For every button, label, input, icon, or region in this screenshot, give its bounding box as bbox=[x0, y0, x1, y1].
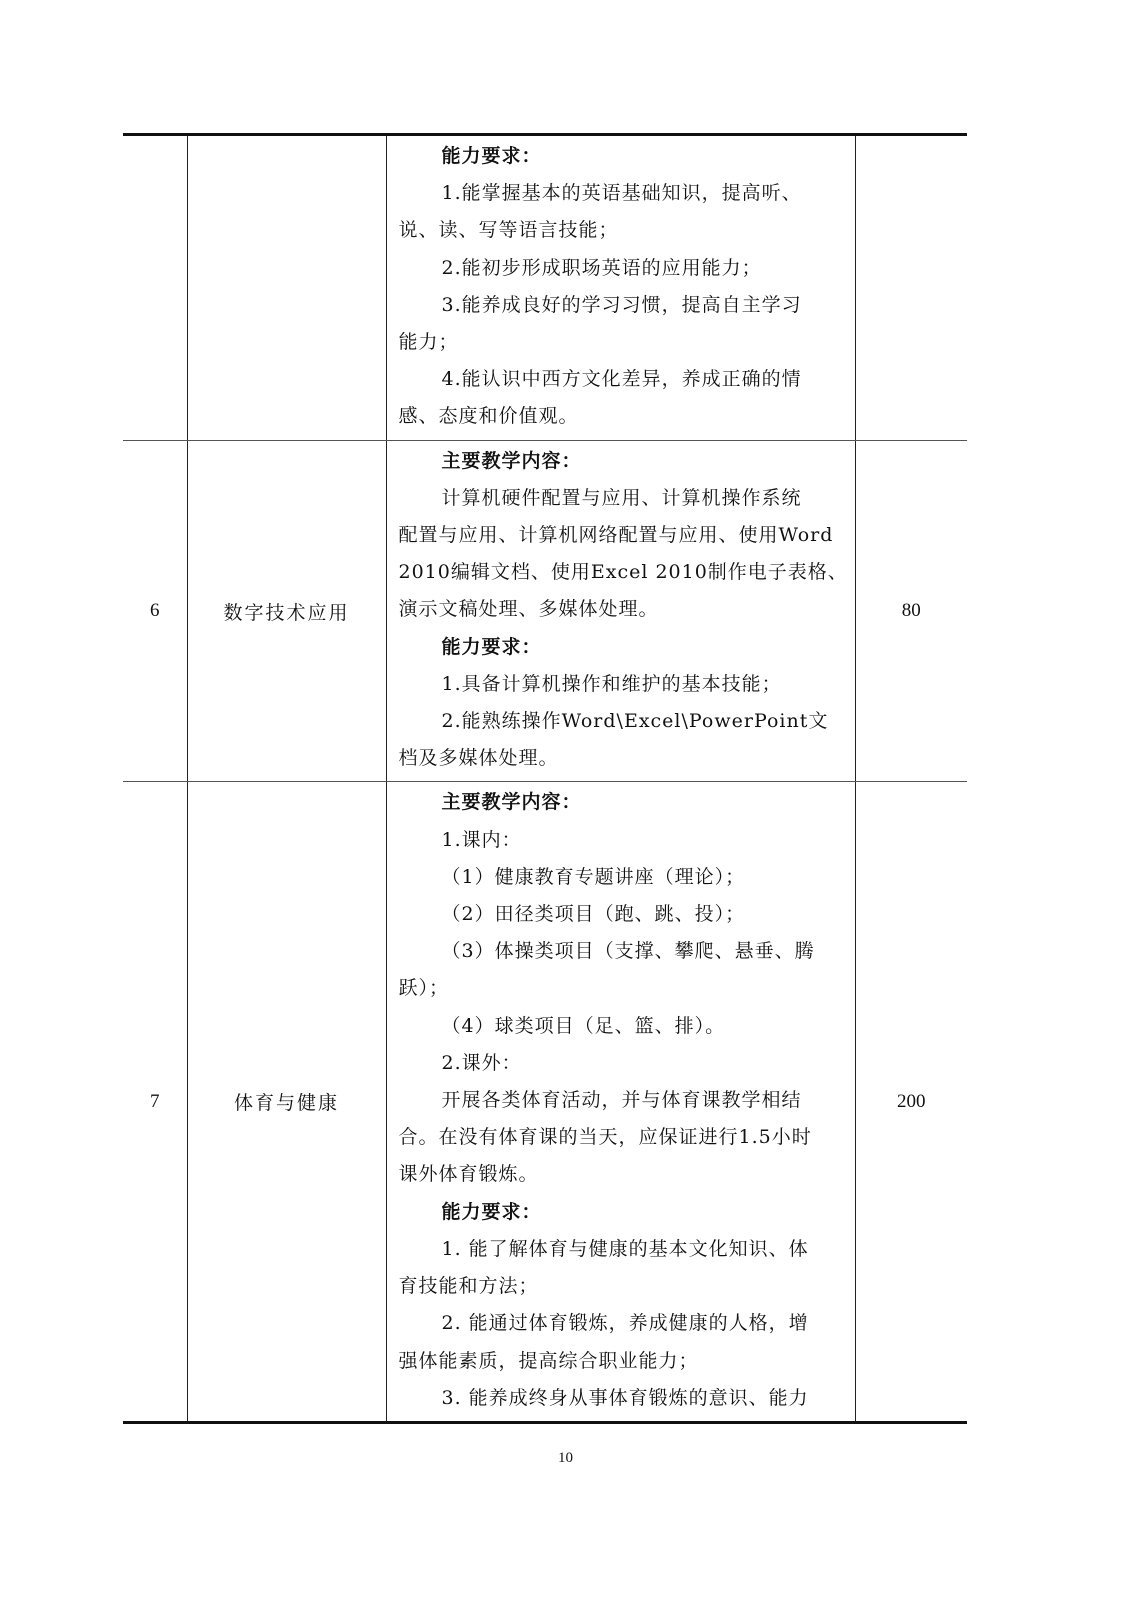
content-line: 跃）； bbox=[398, 977, 450, 1000]
section-heading: 能力要求： bbox=[441, 635, 542, 658]
content-line: 1.课内： bbox=[441, 828, 522, 851]
course-name-cell: 体育与健康 bbox=[187, 782, 386, 1422]
content-line: 4.能认识中西方文化差异，养成正确的情 bbox=[441, 368, 802, 391]
course-name-cell bbox=[187, 135, 386, 441]
content-line: 强体能素质，提高综合职业能力； bbox=[398, 1349, 699, 1372]
content-line: 2.能熟练操作Word\Excel\PowerPoint文 bbox=[441, 710, 829, 733]
content-line: 3. 能养成终身从事体育锻炼的意识、能力 bbox=[441, 1386, 809, 1409]
content-line: 1.能掌握基本的英语基础知识，提高听、 bbox=[441, 182, 802, 205]
content-line: 2. 能通过体育锻炼，养成健康的人格，增 bbox=[441, 1312, 809, 1335]
content-line: 说、读、写等语言技能； bbox=[398, 219, 619, 242]
content-line: 2010编辑文档、使用Excel 2010制作电子表格、 bbox=[398, 561, 848, 584]
content-line: 能力； bbox=[398, 331, 459, 354]
table-row bbox=[123, 440, 967, 782]
table-row bbox=[123, 782, 967, 1422]
course-hours-cell: 80 bbox=[855, 440, 967, 782]
table-row bbox=[123, 135, 967, 441]
content-line: 配置与应用、计算机网络配置与应用、使用Word bbox=[398, 524, 834, 547]
section-heading: 能力要求： bbox=[441, 1200, 542, 1223]
course-number-cell: 6 bbox=[123, 440, 187, 782]
content-line: 感、态度和价值观。 bbox=[398, 405, 579, 428]
content-line: 育技能和方法； bbox=[398, 1275, 539, 1298]
content-line: 1. 能了解体育与健康的基本文化知识、体 bbox=[441, 1237, 809, 1260]
section-heading: 能力要求： bbox=[441, 145, 542, 167]
course-content-cell bbox=[386, 440, 855, 782]
content-line: 1.具备计算机操作和维护的基本技能； bbox=[441, 672, 782, 695]
content-line: 2.课外： bbox=[441, 1051, 522, 1074]
course-number-cell bbox=[123, 135, 187, 441]
content-line: 合。在没有体育课的当天，应保证进行1.5小时 bbox=[398, 1126, 812, 1149]
content-line: 开展各类体育活动，并与体育课教学相结 bbox=[441, 1089, 802, 1112]
curriculum-table bbox=[123, 133, 967, 1424]
section-heading: 主要教学内容： bbox=[441, 791, 582, 814]
content-line: 演示文稿处理、多媒体处理。 bbox=[398, 598, 659, 621]
course-content-cell bbox=[386, 782, 855, 1422]
course-hours-cell: 200 bbox=[855, 782, 967, 1422]
content-line: （4）球类项目（足、篮、排）。 bbox=[441, 1014, 726, 1037]
course-number-cell: 7 bbox=[123, 782, 187, 1422]
page-number: 10 bbox=[558, 1450, 573, 1466]
content-line: （2）田径类项目（跑、跳、投）； bbox=[441, 903, 746, 926]
content-line: 2.能初步形成职场英语的应用能力； bbox=[441, 256, 762, 279]
content-line: 课外体育锻炼。 bbox=[398, 1163, 539, 1186]
content-line: 计算机硬件配置与应用、计算机操作系统 bbox=[441, 486, 802, 509]
course-content-cell bbox=[386, 135, 855, 441]
content-line: （3）体操类项目（支撑、攀爬、悬垂、腾 bbox=[441, 940, 815, 963]
course-name-cell: 数字技术应用 bbox=[187, 440, 386, 782]
content-line: （1）健康教育专题讲座（理论）； bbox=[441, 865, 746, 888]
course-hours-cell bbox=[855, 135, 967, 441]
content-line: 档及多媒体处理。 bbox=[398, 747, 559, 770]
section-heading: 主要教学内容： bbox=[441, 449, 582, 472]
content-line: 3.能养成良好的学习习惯，提高自主学习 bbox=[441, 293, 802, 316]
